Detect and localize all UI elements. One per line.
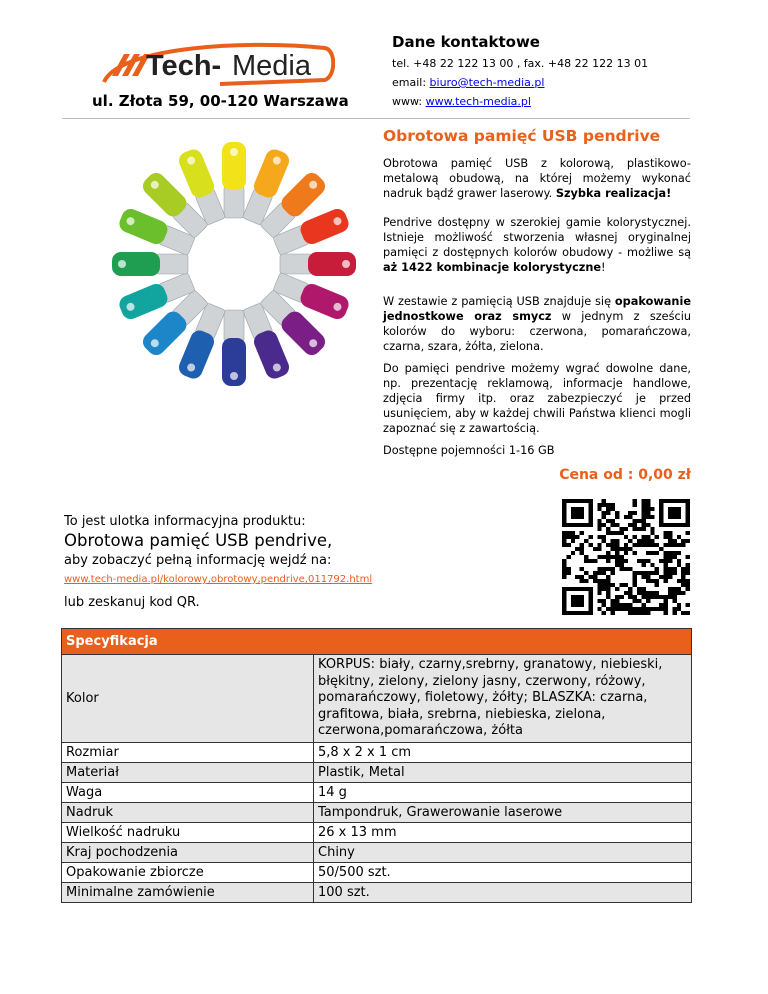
www-line — [392, 95, 531, 108]
pendrive-item — [112, 252, 188, 276]
description-paragraph-3 — [383, 295, 691, 355]
info-see-more: aby zobaczyć pełną informację wejdź na: — [64, 553, 332, 568]
spec-label: Minimalne zamówienie — [62, 882, 314, 902]
p2-text: Pendrive dostępny w szerokiej gamie kolorystycznej. Istnieje możliwość stworzenia własnej oryginalnej pamięci z dostępnych kolorów obudowy - możliwe są — [383, 216, 691, 259]
p2-end: ! — [601, 260, 606, 274]
info-product-name: Obrotowa pamięć USB pendrive, — [64, 531, 333, 550]
table-row — [62, 655, 691, 742]
spec-label: Rozmiar — [62, 742, 314, 762]
description-paragraph-4: Do pamięci pendrive możemy wgrać dowolne dane, np. prezentację reklamową, informacje handlowe, zdjęcia firmy itp. oraz zabezpieczyć je przed usunięciem, aby w każdej chwili Państwa klienci mogli zapoznać się z zawartością. — [383, 362, 691, 435]
company-address: ul. Złota 59, 00-120 Warszawa — [92, 92, 349, 110]
specification-table — [61, 628, 692, 903]
p3-start: W zestawie z pamięcią USB znajduje się — [383, 295, 615, 308]
p3-bold: opakowanie jednostkowe oraz smycz — [383, 295, 691, 323]
spec-value: 5,8 x 2 x 1 cm — [314, 742, 692, 762]
spec-value: Tampondruk, Grawerowanie laserowe — [314, 802, 692, 822]
spec-label: Opakowanie zbiorcze — [62, 862, 314, 882]
email-link[interactable]: biuro@tech-media.pl — [429, 76, 545, 89]
description-paragraph-2 — [383, 216, 691, 276]
pendrive-item — [222, 310, 246, 386]
spec-value: Chiny — [314, 842, 692, 862]
header-divider — [62, 118, 690, 119]
pendrive-item — [222, 142, 246, 218]
qr-code[interactable] — [562, 499, 690, 615]
spec-value: KORPUS: biały, czarny,srebrny, granatowy, niebieski, błękitny, zielony, zielony jasny, czerwony, różowy, pomarańczowy, fioletowy, żółty; BLASZKA: czarna, grafitowa, biała, srebrna, niebieska, zielona, czerwona,pomarańczowa, żółta — [314, 655, 692, 742]
table-row — [62, 842, 691, 862]
table-row — [62, 742, 691, 762]
spec-label: Kraj pochodzenia — [62, 842, 314, 862]
description-paragraph-1 — [383, 157, 691, 202]
p3-end: w jednym z sześciu kolorów do wyboru: czerwona, pomarańczowa, czarna, szara, żółta, zielona. — [383, 309, 691, 353]
svg-text:Media: Media — [232, 50, 311, 82]
spec-label: Nadruk — [62, 802, 314, 822]
spec-value: 100 szt. — [314, 882, 692, 902]
contact-title: Dane kontaktowe — [392, 33, 540, 51]
table-row — [62, 882, 691, 902]
table-row — [62, 782, 691, 802]
spec-rows — [62, 655, 691, 902]
spec-value: 14 g — [314, 782, 692, 802]
spec-value: 50/500 szt. — [314, 862, 692, 882]
tech-media-logo — [100, 40, 335, 86]
email-label: email: — [392, 76, 430, 89]
p1-text: Obrotowa pamięć USB z kolorową, plastikowo-metalową obudową, na której możemy wykonać nadruk bądź grawer laserowy. — [383, 157, 691, 200]
product-title: Obrotowa pamięć USB pendrive — [383, 127, 661, 145]
p1-bold: Szybka realizacja! — [555, 186, 672, 200]
product-link[interactable]: www.tech-media.pl/kolorowy,obrotowy,pendrive,011792.html — [64, 574, 373, 585]
info-scan-qr: lub zeskanuj kod QR. — [64, 595, 200, 610]
capacity-info: Dostępne pojemności 1-16 GB — [383, 444, 555, 457]
spec-label: Waga — [62, 782, 314, 802]
spec-label: Wielkość nadruku — [62, 822, 314, 842]
leaflet-info: To jest ulotka informacyjna produktu: — [64, 514, 306, 529]
email-line — [392, 76, 544, 89]
pendrive-wheel-image — [110, 140, 358, 388]
svg-text:Tech-: Tech- — [146, 50, 222, 82]
spec-value: 26 x 13 mm — [314, 822, 692, 842]
www-link[interactable]: www.tech-media.pl — [425, 95, 531, 108]
pendrive-item — [280, 252, 356, 276]
phone-fax: tel. +48 22 122 13 00 , fax. +48 22 122 13 01 — [392, 57, 649, 70]
www-label: www: — [392, 95, 426, 108]
spec-label: Kolor — [62, 655, 314, 742]
spec-label: Materiał — [62, 762, 314, 782]
table-row — [62, 802, 691, 822]
table-row — [62, 862, 691, 882]
table-row — [62, 822, 691, 842]
spec-value: Plastik, Metal — [314, 762, 692, 782]
spec-title: Specyfikacja — [62, 629, 691, 655]
price: Cena od : 0,00 zł — [559, 467, 691, 483]
p2-bold: aż 1422 kombinacje kolorystyczne — [383, 260, 602, 274]
table-row — [62, 762, 691, 782]
